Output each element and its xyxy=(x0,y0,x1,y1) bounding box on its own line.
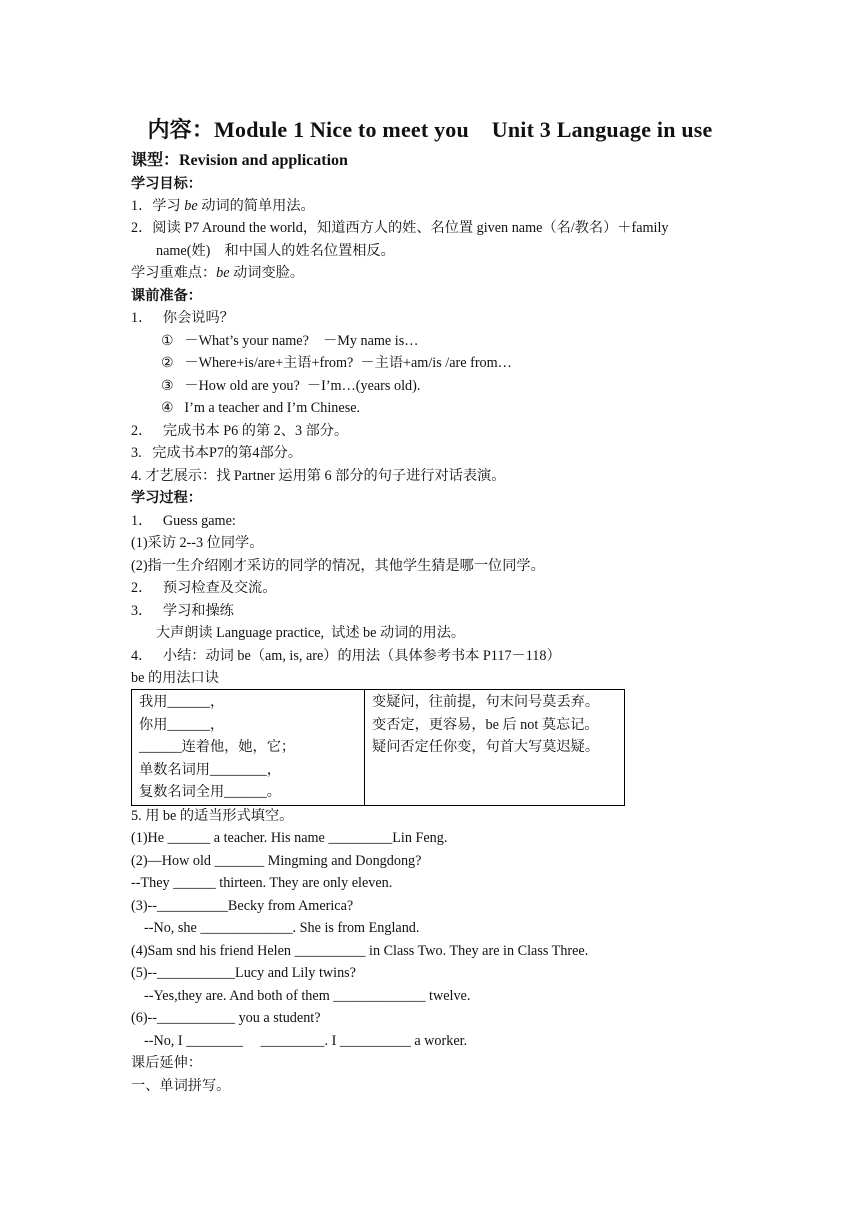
be-rhyme-caption: be 的用法口诀 xyxy=(131,670,219,686)
exercise-line: (2)—How old _______ Mingming and Dongdong? xyxy=(131,853,422,869)
exercise-line: --Yes,they are. And both of them _____________ twelve. xyxy=(144,988,471,1004)
be-table-left-cell xyxy=(132,690,365,806)
dialog-line-1: ① －What’s your name? －My name is… xyxy=(161,333,419,349)
objective-item-1: 1．学习 be 动词的简单用法。 xyxy=(131,198,315,214)
key-point: 学习重难点：be 动词变脸。 xyxy=(131,265,305,281)
exercise-line: (4)Sam snd his friend Helen __________ in Class Two. They are in Class Three. xyxy=(131,943,589,959)
after-class-item-1: 一、单词拼写。 xyxy=(131,1078,231,1094)
table-line: 你用______， xyxy=(139,716,225,733)
be-table-right-cell xyxy=(365,690,625,806)
process-line: (2)指一生介绍刚才采访的同学的情况，其他学生猜是哪一位同学。 xyxy=(131,558,545,574)
dialog-line-4: ④ I’m a teacher and I’m Chinese. xyxy=(161,400,361,416)
process-line: 2． 预习检查及交流。 xyxy=(131,580,277,596)
process-line: (1)采访 2--3 位同学。 xyxy=(131,535,264,551)
dialog-line-3: ③ －How old are you? －I’m…(years old). xyxy=(161,378,421,394)
table-line: ______连着他，她，它； xyxy=(139,739,296,755)
process-line: 1． Guess game: xyxy=(131,513,236,529)
objective-item-2-cont: name(姓) 和中国人的姓名位置相反。 xyxy=(156,243,395,259)
process-line: 大声朗读 Language practice, 试述 be 动词的用法。 xyxy=(131,625,466,641)
table-line: 变疑问，往前提，句末问号莫丢弃。 xyxy=(372,694,600,710)
exercise-line: --They ______ thirteen. They are only eleven. xyxy=(131,875,393,891)
exercise-line: (3)--__________Becky from America? xyxy=(131,898,354,914)
exercise-line: (5)--___________Lucy and Lily twins? xyxy=(131,965,356,981)
exercise-line: (6)--___________ you a student? xyxy=(131,1010,321,1026)
process-heading: 学习过程： xyxy=(131,490,202,506)
be-usage-table xyxy=(131,689,625,806)
process-line: 3． 学习和操练 xyxy=(131,603,234,619)
exercise-line: (1)He ______ a teacher. His name _________Lin Feng. xyxy=(131,830,448,846)
prep-item-3: 3. 完成书本P7的第4部分。 xyxy=(131,445,303,461)
table-line: 复数名词全用______。 xyxy=(139,784,281,800)
page-title: 内容：Module 1 Nice to meet you Unit 3 Language in use xyxy=(147,117,713,142)
table-line: 变否定，更容易，be 后 not 莫忘记。 xyxy=(372,716,599,733)
lesson-type: 课型：Revision and application xyxy=(131,152,348,169)
table-line: 我用______， xyxy=(139,694,225,710)
exercise-line: --No, I ________ _________. I __________ a worker. xyxy=(144,1033,468,1049)
process-line: 4． 小结：动词 be（am, is, are）的用法（具体参考书本 P117－118） xyxy=(131,648,561,664)
objective-item-2: 2．阅读 P7 Around the world，知道西方人的姓、名位置 given name（名/教名）＋family xyxy=(131,220,669,236)
dialog-line-2: ② －Where+is/are+主语+from? －主语+am/is /are from… xyxy=(161,355,512,371)
prep-item-4: 4. 才艺展示：找 Partner 运用第 6 部分的句子进行对话表演。 xyxy=(131,468,506,484)
objectives-heading: 学习目标： xyxy=(131,176,202,192)
after-class-heading: 课后延伸： xyxy=(131,1055,202,1071)
exercise-line: --No, she _____________. She is from England. xyxy=(144,920,420,936)
prep-item-2: 2． 完成书本 P6 的第 2、3 部分。 xyxy=(131,423,349,439)
table-line: 单数名词用________， xyxy=(139,761,281,778)
prep-item-1: 1． 你会说吗？ xyxy=(131,310,234,326)
exercise-heading: 5. 用 be 的适当形式填空。 xyxy=(131,808,294,824)
prep-heading: 课前准备： xyxy=(131,288,202,304)
table-line: 疑问否定任你变，句首大写莫迟疑。 xyxy=(372,739,600,755)
